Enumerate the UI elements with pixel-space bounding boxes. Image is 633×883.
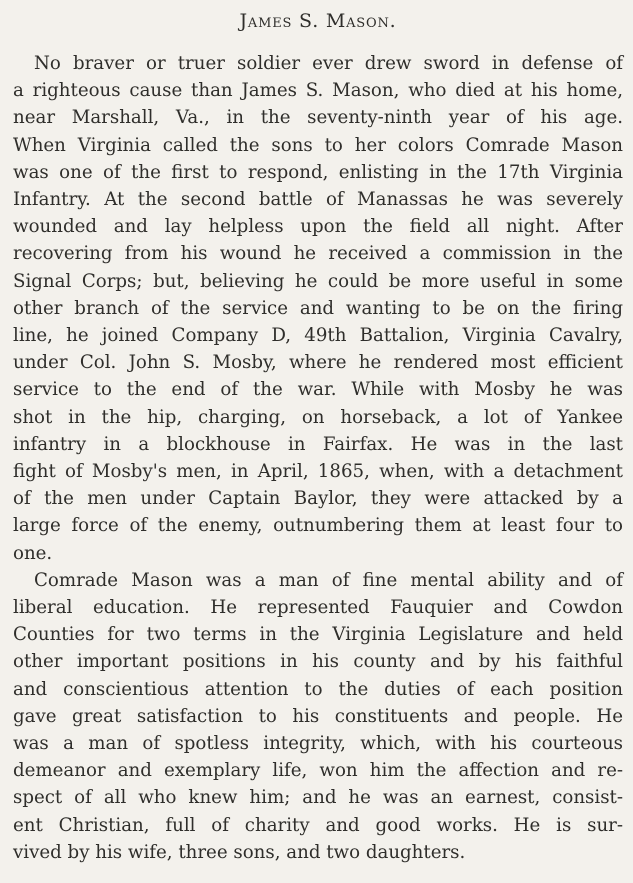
text-line: liberal education. He represented Fauquier and Cowdon: [13, 597, 623, 619]
text-line: and conscientious attention to the duties of each position: [13, 678, 623, 700]
text-line: large force of the enemy, outnumbering them at least four to: [13, 515, 623, 537]
article-title: James S. Mason.: [239, 10, 397, 32]
paragraph-2: [13, 567, 623, 866]
text-line: service to the end of the war. While with Mosby he was: [13, 379, 623, 401]
text-line: Infantry. At the second battle of Manassas he was severely: [13, 189, 623, 211]
text-line: Comrade Mason was a man of fine mental ability and of: [34, 569, 623, 591]
text-line: infantry in a blockhouse in Fairfax. He was in the last: [13, 433, 623, 455]
text-line: ent Christian, full of charity and good works. He is sur-: [13, 814, 623, 836]
text-line: When Virginia called the sons to her colors Comrade Mason: [13, 134, 623, 156]
paragraph-1: [13, 50, 623, 567]
text-line: recovering from his wound he received a commission in the: [13, 243, 623, 265]
text-line: shot in the hip, charging, on horseback, a lot of Yankee: [13, 406, 623, 428]
text-line: wounded and lay helpless upon the field all night. After: [13, 216, 623, 238]
text-line: other branch of the service and wanting to be on the firing: [13, 297, 623, 319]
article-body: [13, 50, 623, 866]
text-line: Counties for two terms in the Virginia Legislature and held: [13, 624, 623, 646]
text-line: spect of all who knew him; and he was an earnest, consist-: [13, 787, 623, 809]
text-line: No braver or truer soldier ever drew sword in defense of: [34, 53, 623, 74]
text-line: fight of Mosby's men, in April, 1865, when, with a detachment: [13, 461, 623, 483]
text-line: line, he joined Company D, 49th Battalion, Virginia Cavalry,: [13, 325, 623, 347]
text-line: a righteous cause than James S. Mason, who died at his home,: [13, 80, 623, 102]
text-line: near Marshall, Va., in the seventy-ninth year of his age.: [13, 107, 623, 129]
text-line: one.: [13, 542, 53, 564]
text-line: gave great satisfaction to his constituents and people. He: [13, 705, 623, 727]
text-line: was a man of spotless integrity, which, with his courteous: [13, 733, 623, 755]
text-line: other important positions in his county and by his faithful: [13, 651, 623, 673]
text-line: of the men under Captain Baylor, they were attacked by a: [13, 488, 623, 510]
text-line: vived by his wife, three sons, and two daughters.: [13, 841, 466, 863]
text-line: demeanor and exemplary life, won him the affection and re-: [13, 760, 623, 782]
text-line: under Col. John S. Mosby, where he rendered most efficient: [13, 352, 623, 374]
text-line: Signal Corps; but, believing he could be more useful in some: [13, 270, 623, 292]
text-line: was one of the first to respond, enlisting in the 17th Virginia: [13, 161, 623, 183]
